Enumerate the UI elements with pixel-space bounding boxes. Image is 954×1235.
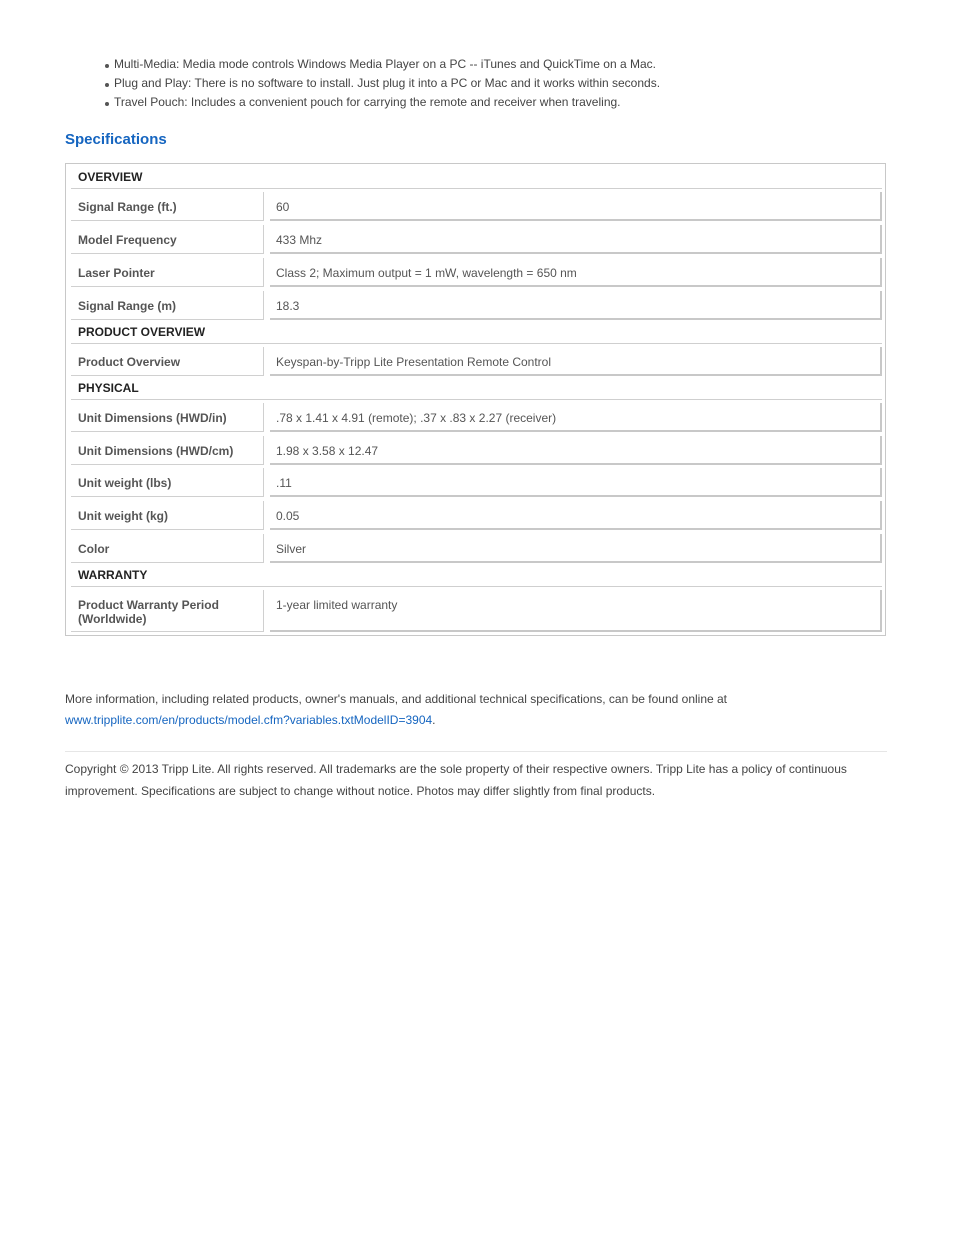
- spec-label: Product Warranty Period (Worldwide): [78, 598, 219, 626]
- spec-label: Unit weight (kg): [78, 509, 168, 523]
- spec-label-cell: [71, 403, 264, 432]
- spec-value-cell: [270, 501, 882, 530]
- section-header-overview: [71, 164, 882, 189]
- spec-label: Laser Pointer: [78, 266, 155, 280]
- spec-value-cell: [270, 436, 882, 465]
- spec-label-cell: [71, 192, 264, 221]
- spec-label-cell: [71, 291, 264, 320]
- spec-row: [71, 468, 882, 497]
- spec-label-cell: [71, 501, 264, 530]
- specifications-table: [65, 163, 886, 636]
- spec-row: [71, 291, 882, 320]
- section-title: OVERVIEW: [78, 170, 143, 184]
- more-info-suffix: .: [432, 713, 436, 727]
- spec-label-cell: [71, 590, 264, 632]
- spec-label-cell: [71, 225, 264, 254]
- spec-value: 60: [276, 200, 290, 214]
- spec-row: [71, 436, 882, 465]
- spec-value: Silver: [276, 542, 307, 556]
- spec-row: [71, 347, 882, 376]
- spec-value: .11: [276, 476, 292, 490]
- more-info-text: More information, including related products, owner's manuals, and additional technical specifications, can be found online at: [65, 692, 728, 706]
- spec-row: [71, 590, 882, 632]
- spec-value: 0.05: [276, 509, 300, 523]
- spec-label: Model Frequency: [78, 233, 177, 247]
- spec-label-cell: [71, 347, 264, 376]
- feature-item: Travel Pouch: Includes a convenient pouch for carrying the remote and receiver when traveling.: [104, 94, 904, 113]
- spec-label-cell: [71, 258, 264, 287]
- spec-value: 433 Mhz: [276, 233, 323, 247]
- spec-row: [71, 192, 882, 221]
- spec-label: Unit Dimensions (HWD/in): [78, 411, 227, 425]
- section-header-warranty: [71, 562, 882, 587]
- spec-row: [71, 501, 882, 530]
- spec-value-cell: [270, 534, 882, 563]
- spec-value-cell: [270, 225, 882, 254]
- spec-value: 1-year limited warranty: [276, 598, 398, 612]
- spec-row: [71, 403, 882, 432]
- spec-value: .78 x 1.41 x 4.91 (remote); .37 x .83 x 2.27 (receiver): [276, 411, 557, 425]
- feature-list: [104, 56, 904, 113]
- spec-label-cell: [71, 436, 264, 465]
- section-header-product-overview: [71, 319, 882, 344]
- spec-label: Signal Range (ft.): [78, 200, 177, 214]
- spec-value-cell: [270, 468, 882, 497]
- section-title: PHYSICAL: [78, 381, 139, 395]
- spec-label: Unit weight (lbs): [78, 476, 172, 490]
- copyright-notice: Copyright © 2013 Tripp Lite. All rights reserved. All trademarks are the sole property of their respective owners. Tripp Lite has a policy of continuous improvement. Specifications are subject to change without notice. Photos may differ slightly from final products.: [65, 762, 847, 798]
- section-header-physical: [71, 375, 882, 400]
- specifications-heading: Specifications: [65, 131, 167, 148]
- spec-label: Unit Dimensions (HWD/cm): [78, 444, 234, 458]
- spec-value-cell: [270, 258, 882, 287]
- spec-label-cell: [71, 534, 264, 563]
- spec-value: Keyspan-by-Tripp Lite Presentation Remote Control: [276, 355, 552, 369]
- spec-value-cell: [270, 291, 882, 320]
- spec-label: Product Overview: [78, 355, 181, 369]
- feature-item: Plug and Play: There is no software to install. Just plug it into a PC or Mac and it works within seconds.: [104, 75, 904, 94]
- spec-value-cell: [270, 403, 882, 432]
- spec-value-cell: [270, 347, 882, 376]
- spec-label: Color: [78, 542, 110, 556]
- spec-row: [71, 225, 882, 254]
- spec-value-cell: [270, 590, 882, 632]
- product-page-link[interactable]: www.tripplite.com/en/products/model.cfm?variables.txtModelID=3904: [65, 713, 433, 727]
- spec-label: Signal Range (m): [78, 299, 177, 313]
- section-title: PRODUCT OVERVIEW: [78, 325, 206, 339]
- spec-row: [71, 258, 882, 287]
- section-title: WARRANTY: [78, 568, 148, 582]
- spec-value-cell: [270, 192, 882, 221]
- more-info-paragraph: [65, 689, 895, 731]
- divider: [65, 751, 887, 752]
- feature-item: Multi-Media: Media mode controls Windows Media Player on a PC -- iTunes and QuickTime on a Mac.: [104, 56, 904, 75]
- spec-label-cell: [71, 468, 264, 497]
- spec-row: [71, 534, 882, 563]
- spec-value: 18.3: [276, 299, 300, 313]
- spec-value: Class 2; Maximum output = 1 mW, wavelength = 650 nm: [276, 266, 577, 280]
- spec-value: 1.98 x 3.58 x 12.47: [276, 444, 379, 458]
